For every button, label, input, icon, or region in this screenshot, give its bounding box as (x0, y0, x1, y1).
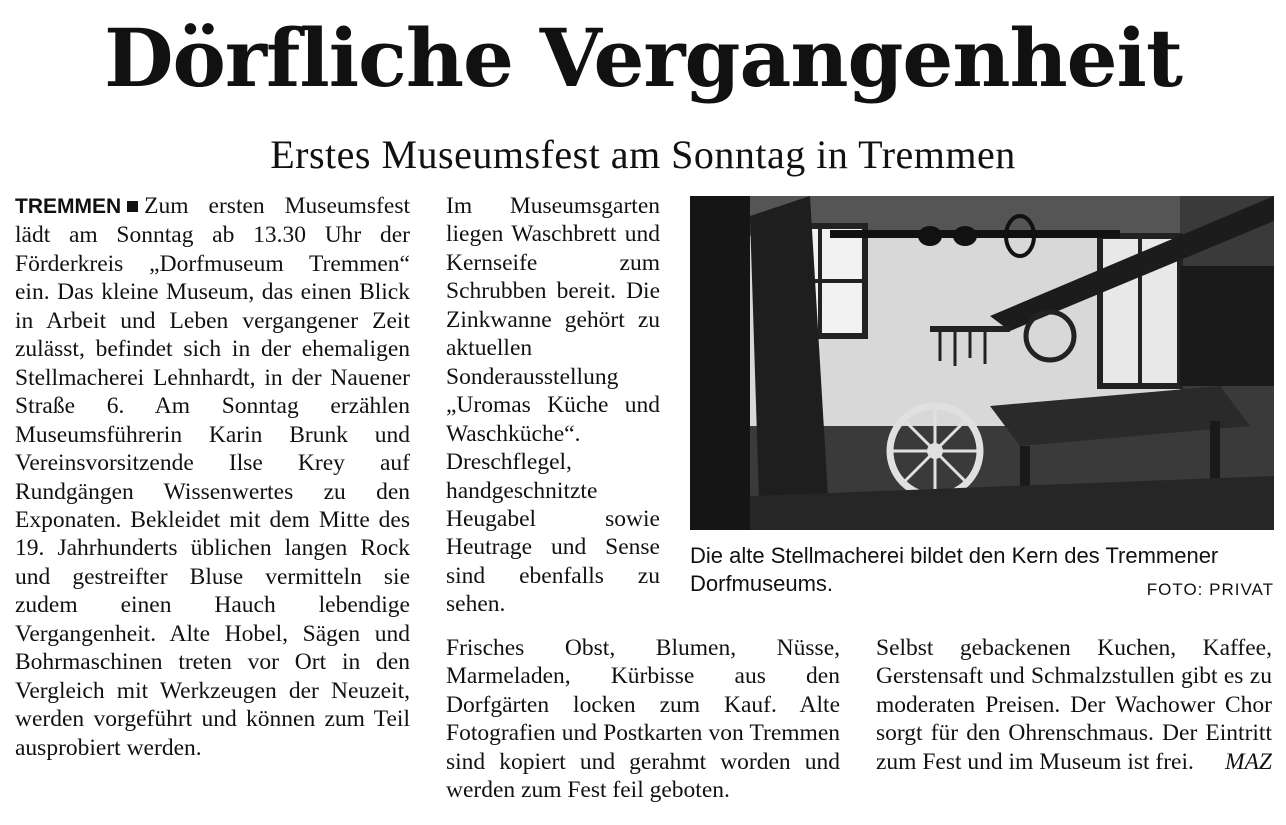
column-3-text: Frisches Obst, Blumen, Nüsse, Marmeladen, Kürbisse aus den Dorfgärten locken zum Kauf. Alte Fotografien und Postkarten von Tremmen sind kopiert und gerahmt worden und werden zum Fest feil geboten. (446, 635, 840, 804)
article-column-3 (446, 634, 840, 816)
photo-credit: FOTO: PRIVAT (1146, 580, 1274, 599)
museum-workshop-photo (690, 196, 1274, 530)
column-2-text: Im Museumsgarten liegen Waschbrett und Kernseife zum Schrubben bereit. Die Zinkwanne gehört zu aktuellen Sonderausstellung „Uromas Küche und Waschküche“. Dreschflegel, handgeschnitzte Heugabel sowie Heutrage und Sense sind ebenfalls zu sehen. (446, 193, 660, 618)
column-1-text: Zum ersten Museumsfest lädt am Sonntag ab 13.30 Uhr der Förderkreis „Dorfmuseum Tremmen“ ein. Das kleine Museum, das einen Blick in Arbeit und Leben vergangener Zeit zulässt, befindet sich in der ehemaligen Stellmacherei Lehnhardt, in der Nauener Straße 6. Am Sonntag erzählen Museumsführerin Karin Brunk und Vereinsvorsitzende Ilse Krey auf Rundgängen Wissenwertes zu den Exponaten. Bekleidet mit dem Mitte des 19. Jahrhunderts üblichen langen Rock und gestreifter Bluse vermitteln sie zudem einen Hauch lebendige Vergangenheit. Alte Hobel, Sägen und Bohrmaschinen treten vor Ort in den Vergleich mit Werkzeugen der Neuzeit, werden vorgeführt und können zum Teil ausprobiert werden. (15, 193, 410, 761)
photo-caption: Die alte Stellmacherei bildet den Kern des Tremmener Dorfmuseums. (690, 543, 1219, 596)
dateline: TREMMEN (15, 195, 122, 218)
workshop-photo-illustration (690, 196, 1274, 530)
article-column-4 (876, 634, 1272, 816)
subheadline: Erstes Museumsfest am Sonntag in Tremmen (270, 132, 1016, 177)
article-column-1 (15, 192, 410, 818)
headline: Dörfliche Vergangenheit (104, 11, 1182, 105)
article-column-2 (446, 192, 660, 626)
dateline-square-icon (127, 201, 138, 212)
column-4-text: Selbst gebackenen Kuchen, Kaffee, Gerstensaft und Schmalzstullen gibt es zu moderaten Preisen. Der Wachower Chor sorgt für den Ohrenschmaus. Der Eintritt zum Fest und im Museum ist frei. (876, 635, 1272, 775)
author-signature: MAZ (1225, 748, 1272, 775)
